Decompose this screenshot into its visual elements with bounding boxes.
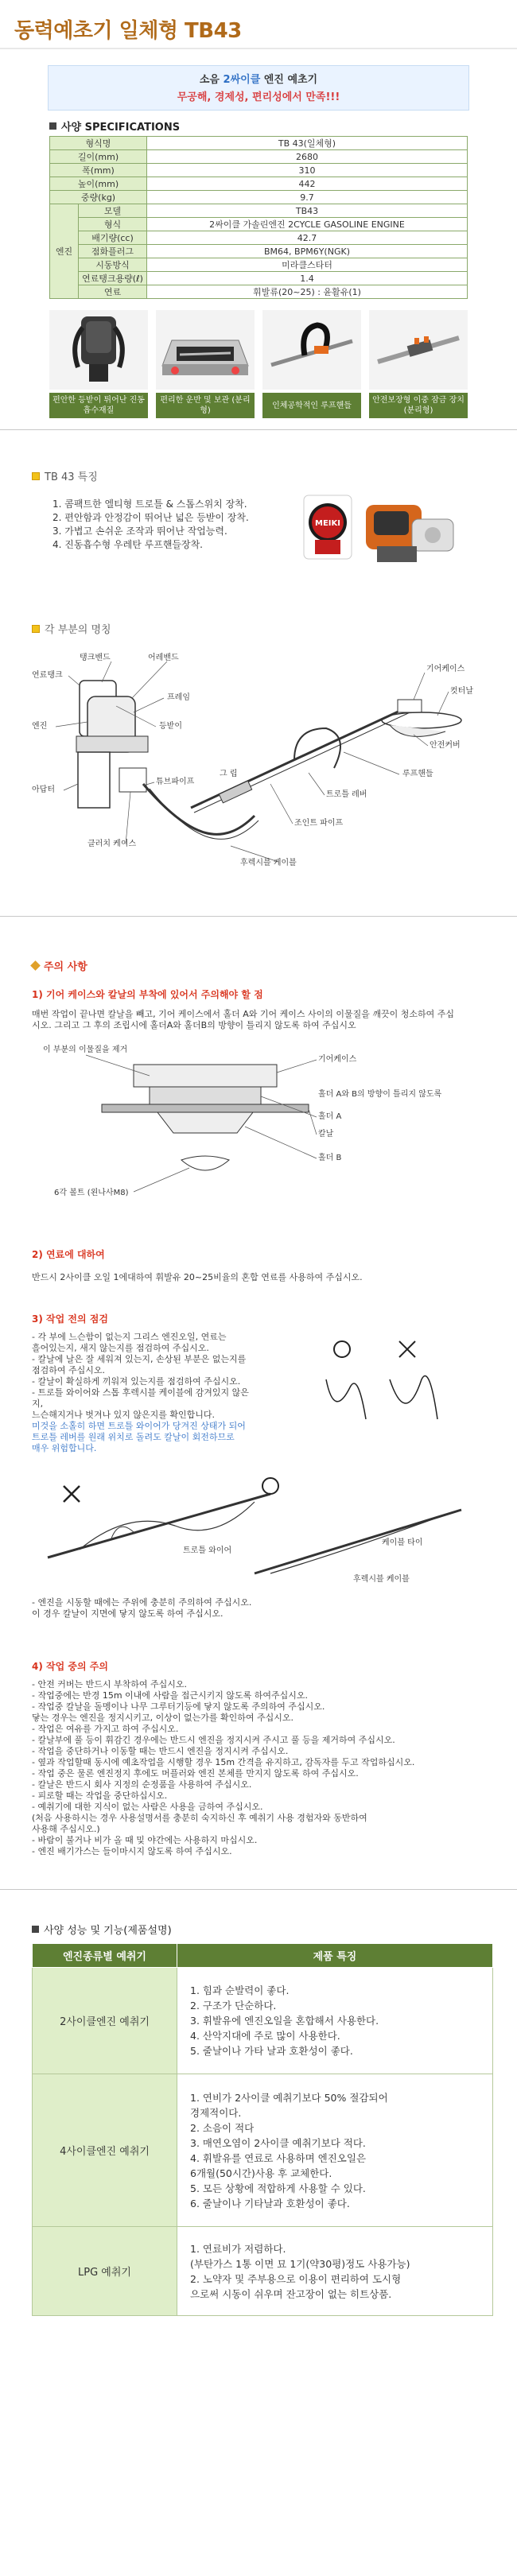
- yellow-square-icon: [32, 472, 40, 480]
- page-title: 동력예초기 일체형 TB43: [14, 19, 242, 43]
- table-row: [33, 2074, 493, 2227]
- label-gear-case: 기어케이스: [426, 665, 465, 673]
- label-flex-cable-2: 후렉시블 케이블: [353, 1575, 410, 1584]
- perf-header-desc: 제품 특징: [177, 1944, 493, 1968]
- table-row: [50, 258, 468, 272]
- promo-line1: [49, 71, 468, 86]
- table-row: [50, 150, 468, 164]
- holder-b-shape: [157, 1112, 253, 1133]
- gear-case-shape: [398, 700, 422, 712]
- label-air-cleaner: 어레밴드: [148, 654, 179, 662]
- gearcase-shape: [134, 1065, 277, 1087]
- s4-line: - 칼날부에 풀 등이 휘감긴 경우에는 반드시 엔진을 정지시켜 주시고 풀 등을 제거하여 주십시오.: [32, 1735, 395, 1745]
- s4-line: (처음 사용하시는 경우 사용설명서를 충분히 숙지하신 후 예취기 사용 경험자와 동반하여: [32, 1813, 367, 1823]
- spec-value: TB 43(일체형): [147, 137, 468, 150]
- caution-s2-title: 2) 연료에 대하여: [32, 1249, 105, 1260]
- caution-heading: [32, 958, 517, 973]
- spec-label: 폭(mm): [50, 164, 147, 177]
- list-item: (부탄가스 1통 이면 묘 1기(약30평)정도 사용가능): [190, 2257, 410, 2270]
- x-wrong-icon: [399, 1341, 415, 1357]
- tb43-product-photo: [301, 487, 476, 575]
- parts-heading: [0, 621, 517, 636]
- spec-heading: [49, 118, 468, 134]
- list-item: 5. 모든 상황에 적합하게 사용할 수 있다.: [190, 2182, 366, 2194]
- list-item: 3. 가볍고 손쉬운 조작과 뛰어난 작업능력.: [52, 526, 227, 537]
- clutch-case-shape: [119, 768, 146, 792]
- list-item: 2. 편안함과 안정감이 뛰어난 넓은 등받이 장착.: [52, 512, 249, 523]
- section-divider: [0, 1889, 517, 1890]
- label-loop-handle: 루프핸들: [402, 770, 433, 778]
- spec-label: 중량(kg): [50, 191, 147, 204]
- table-row: [50, 137, 468, 150]
- list-item: 3. 휘발유에 엔진오일을 혼합해서 사용한다.: [190, 2015, 379, 2027]
- s3-line: - 각 부에 느슨함이 없는지 그리스 엔진오일, 연료는: [32, 1332, 227, 1342]
- table-row: [33, 1968, 493, 2074]
- x-wrong-icon: [64, 1486, 80, 1502]
- list-item: 2. 구조가 단순하다.: [190, 2000, 277, 2012]
- car-trunk-icon: [157, 318, 253, 382]
- square-bullet-icon: [49, 122, 56, 130]
- label-tank-band: 탱크밴드: [80, 654, 111, 662]
- s4-line: - 칼날은 반드시 회사 지정의 순정품을 사용하여 주십시오.: [32, 1779, 252, 1790]
- s3-line: 느슨해지거나 벗겨나 있지 않은지를 확인합니다.: [32, 1410, 216, 1420]
- promo-highlight: 2싸이클: [223, 74, 261, 86]
- tb43-heading-text: TB 43 특징: [45, 471, 98, 483]
- list-item: 4. 진동흡수형 우레탄 루프핸들장착.: [52, 539, 203, 550]
- caution-s1-body: 매번 작업이 끝나면 칼날을 빼고, 기어 케이스에서 홀더 A와 기어 케이스 사이의 이물질을 깨끗이 청소하여 주십시오. 그리고 그 후의 조립시에 홀더A와 홀더B의 방향이 틀리지 않도록 하여 주십시오: [32, 1009, 455, 1030]
- feature-handle: [262, 310, 361, 418]
- spec-value: BM64, BPM6Y(NGK): [147, 245, 468, 258]
- list-item: 6. 줄날이나 기타날과 호환성이 좋다.: [190, 2197, 350, 2209]
- list-item: 4. 산악지대에 주로 많이 사용한다.: [190, 2030, 340, 2042]
- label-blade: 칼날: [318, 1130, 334, 1139]
- label-clean: 이 부분의 이물질을 제거: [43, 1046, 128, 1054]
- spec-label: 점화플러그: [79, 245, 147, 258]
- loop-handle-icon: [268, 314, 356, 386]
- list-item: 2. 노약자 및 주부용으로 이용이 편리하여 도시형: [190, 2272, 402, 2285]
- spec-value: 미라클스타터: [147, 258, 468, 272]
- table-row: [50, 285, 468, 299]
- label-gearcase: 기어케이스: [318, 1055, 357, 1064]
- label-flex-cable: 후렉시블 케이블: [240, 859, 297, 867]
- tb43-section: [0, 430, 517, 621]
- spec-value: 42.7: [147, 231, 468, 245]
- list-item: 경제적이다.: [190, 2106, 242, 2119]
- s4-line: - 안전 커버는 반드시 부착하여 주십시오.: [32, 1679, 187, 1690]
- frame-shape: [78, 752, 110, 808]
- engine-group-label: 엔진: [50, 204, 79, 299]
- diamond-bullet-icon: [30, 960, 41, 971]
- spec-value: 2680: [147, 150, 468, 164]
- feature-caption: 편안한 등받이 튀어난 진동흡수재질: [49, 393, 148, 418]
- perf-kind: 4사이클엔진 예취기: [33, 2074, 177, 2227]
- promo-pre: 소음: [199, 74, 220, 86]
- spec-value: TB43: [147, 204, 468, 218]
- double-lock-icon: [375, 314, 462, 386]
- s3-line: - 칼날에 날은 잘 세워져 있는지, 손상된 부분은 없는지를: [32, 1354, 247, 1364]
- backrest-photo: [49, 310, 148, 390]
- s4-line: - 작업중 칼날을 돌멩이나 나무 그루터기등에 닿지 않도록 주의하여 주십시오.: [32, 1701, 325, 1712]
- perf-heading-text: 사양 성능 및 기능(제품설명): [44, 1925, 172, 1937]
- spec-label: 모델: [79, 204, 147, 218]
- feature-storage: [156, 310, 255, 418]
- s3-block: [32, 1332, 517, 1454]
- yellow-square-icon: [32, 625, 40, 633]
- list-item: 1. 연료비가 저렴하다.: [190, 2242, 286, 2255]
- list-item: 5. 줄날이나 가타 날과 호환성이 좋다.: [190, 2045, 353, 2057]
- spec-label: 형식: [79, 218, 147, 231]
- caution-s2-body: 반드시 2사이클 오일 1에대하여 휘발유 20~25비율의 혼합 연료를 사용하여 주십시오.: [32, 1272, 363, 1282]
- s4-line: - 피로할 때는 작업을 중단하십시오.: [32, 1790, 168, 1801]
- perf-table: [32, 1943, 493, 2316]
- s4-line: 사용해 주십시오.): [32, 1824, 100, 1834]
- perf-desc: [177, 2074, 493, 2227]
- blade-shape: [102, 1104, 309, 1112]
- caution-s4-title: 4) 작업 중의 주의: [32, 1661, 108, 1672]
- spec-label: 높이(mm): [50, 177, 147, 191]
- storage-photo: [156, 310, 255, 390]
- s4-line: 닿는 경우는 엔진을 정지시키고, 이상이 없는가를 확인하여 주십시오.: [32, 1713, 293, 1723]
- s3-line: 지,: [32, 1399, 44, 1409]
- s3-warn: 미것을 소홀히 하면 트로틀 와이어가 당겨진 상태가 되어: [32, 1421, 246, 1431]
- s4-line: - 옆과 작업할때 동시에 예초작업을 시행할 경우 15m 간격을 유지하고, 감독자를 두고 작업하십시오.: [32, 1757, 415, 1767]
- throttle-wire-diagram: [32, 1462, 477, 1589]
- spec-label: 길이(mm): [50, 150, 147, 164]
- label-cable-tie: 케이블 타이: [382, 1538, 423, 1547]
- label-frame: 프레임: [167, 693, 190, 702]
- label-throttle-lever: 트로틀 레버: [326, 790, 367, 799]
- s3-line: - 트로틀 와이어와 스톱 후렉시블 케이블에 감겨있지 않은: [32, 1387, 249, 1398]
- label-throttle-wire: 트로틀 와이어: [183, 1546, 232, 1555]
- perf-desc: [177, 2227, 493, 2316]
- label-backrest: 등받이: [159, 722, 182, 731]
- label-joint-pipe: 조인트 파이프: [294, 819, 344, 828]
- table-row: [33, 2227, 493, 2316]
- s3-warn: 트로틀 레버를 원래 위치로 돌려도 칼날이 회전하므로: [32, 1432, 235, 1442]
- table-row: [50, 272, 468, 285]
- meiki-badge-text: MEIKI: [315, 519, 340, 528]
- spec-value: 310: [147, 164, 468, 177]
- s4-line: - 예취기에 대한 지식이 없는 사람은 사용을 금하여 주십시오.: [32, 1802, 263, 1812]
- perf-kind: 2사이클엔진 예취기: [33, 1968, 177, 2074]
- table-row: [50, 164, 468, 177]
- table-header-row: [33, 1944, 493, 1968]
- feature-backrest: [49, 310, 148, 418]
- label-adapter: 아답터: [32, 786, 55, 794]
- caution-s1-title: 1) 기어 케이스와 칼날의 부착에 있어서 주의해야 할 점: [32, 989, 263, 1000]
- s4-line: - 작업중에는 반경 15m 이내에 사람을 접근시키지 않도록 하여주십시오.: [32, 1690, 309, 1701]
- list-item: 1. 콤팩트한 엘티형 트로틀 & 스톱스위치 장착.: [52, 499, 247, 510]
- promo-line2: 무공해, 경제성, 편리성에서 만족!!!: [177, 91, 340, 103]
- s3-after: 이 경우 칼날이 지면에 닿지 않도록 하여 주십시오.: [32, 1608, 224, 1619]
- spec-table: [49, 136, 468, 299]
- engine-photo-icon: [301, 487, 476, 575]
- label-grip: 그 립: [220, 770, 238, 778]
- label-clutch-case: 클러치 케이스: [87, 840, 137, 848]
- spec-label: 연료: [79, 285, 147, 299]
- fuel-tank-shape: [76, 736, 148, 752]
- circle-ok-icon: [262, 1478, 278, 1494]
- correct-incorrect-cable-icons: [294, 1332, 461, 1435]
- grip-shape: [219, 781, 251, 803]
- s4-line: - 작업 중은 물론 엔진정지 후에도 머플러와 엔진 본체를 만지지 않도록 하여 주십시오.: [32, 1768, 359, 1779]
- s3-after: - 엔진을 시동할 때에는 주위에 충분히 주의하여 주십시오.: [32, 1597, 252, 1608]
- label-holder-note: 홀더 A와 B의 방향이 틀리지 않도록: [318, 1090, 442, 1099]
- s4-line: - 엔진 배기가스는 들이마시지 않도록 하여 주십시오.: [32, 1846, 232, 1856]
- safety-cover-shape: [390, 725, 445, 736]
- perf-heading: [32, 1922, 517, 1937]
- spec-value: 1.4: [147, 272, 468, 285]
- label-holder-a: 홀더 A: [318, 1112, 342, 1121]
- spec-label: 형식명: [50, 137, 147, 150]
- s3-line: 흘어있는지, 새지 않는지를 점검하여 주십시오.: [32, 1343, 209, 1353]
- spec-label: 연료탱크용량(ℓ): [79, 272, 147, 285]
- label-cutter: 컷터날: [450, 687, 473, 696]
- spec-value: 442: [147, 177, 468, 191]
- table-row: [50, 245, 468, 258]
- feature-caption: 안전보장형 이중 잠금 장치 (분리형): [369, 393, 468, 418]
- parts-diagram: [32, 649, 493, 887]
- label-fuel-tank: 연료탱크: [32, 671, 63, 680]
- perf-kind: LPG 예취기: [33, 2227, 177, 2316]
- table-row: [50, 231, 468, 245]
- list-item: 2. 소음이 적다: [190, 2121, 255, 2134]
- spec-value: 2싸이클 가솔린엔진 2CYCLE GASOLINE ENGINE: [147, 218, 468, 231]
- label-engine: 엔진: [32, 722, 48, 731]
- list-item: 1. 연비가 2사이클 예취기보다 50% 절감되어: [190, 2091, 388, 2104]
- table-row: [50, 191, 468, 204]
- spec-heading-text: 사양 SPECIFICATIONS: [61, 122, 181, 134]
- promo-banner: [48, 65, 469, 111]
- table-row: [50, 204, 468, 218]
- list-item: 3. 매연오염이 2사이클 예취기보다 적다.: [190, 2136, 366, 2149]
- spec-value: 휘발류(20~25) : 윤활유(1): [147, 285, 468, 299]
- caution-section: [0, 917, 517, 1857]
- s3-warn: 매우 위험합니다.: [32, 1443, 97, 1453]
- header: [0, 0, 517, 49]
- label-tube-pipe: 튜브파이프: [156, 778, 195, 786]
- spec-label: 배기량(cc): [79, 231, 147, 245]
- s3-text: [32, 1332, 294, 1454]
- s3-line: 점검하여 주십시오.: [32, 1365, 106, 1375]
- list-item: 1. 힘과 순발력이 좋다.: [190, 1984, 290, 1996]
- feature-caption: 인체공학적인 루프핸들: [262, 393, 361, 418]
- label-holder-b: 홀더 B: [318, 1154, 342, 1162]
- list-item: 4. 휘발유를 연료로 사용하며 엔진오일은: [190, 2151, 367, 2164]
- list-item: 6개월(50시간)사용 후 교체한다.: [190, 2167, 332, 2179]
- spec-label: 시동방식: [79, 258, 147, 272]
- holder-a-shape: [150, 1087, 261, 1104]
- promo-post: 엔진 예초기: [263, 74, 318, 86]
- s3-line: - 칼날이 확실하게 끼워져 있는지를 점검하여 주십시오.: [32, 1376, 241, 1387]
- caution-s3-title: 3) 작업 전의 점검: [32, 1313, 108, 1325]
- s4-line: - 바람이 불거나 비가 올 때 및 야간에는 사용하지 마십시오.: [32, 1835, 258, 1845]
- lock-photo: [369, 310, 468, 390]
- perf-header-kind: 엔진종류별 예취기: [33, 1944, 177, 1968]
- feature-lock: [369, 310, 468, 418]
- handle-photo: [262, 310, 361, 390]
- caution-heading-text: 주의 사항: [44, 961, 87, 973]
- s4-line: - 작업을 중단하거나 이동할 때는 반드시 엔진을 정지시켜 주십시오.: [32, 1746, 289, 1756]
- list-item: 으로써 시동이 쉬우며 잔고장이 없는 히트상품.: [190, 2287, 392, 2300]
- blade-assembly-diagram: [38, 1041, 452, 1216]
- feature-photos: [49, 310, 468, 418]
- table-row: [50, 218, 468, 231]
- s4-line: - 작업은 여유를 가지고 하여 주십시오.: [32, 1724, 179, 1734]
- backpack-frame-icon: [59, 312, 138, 388]
- parts-heading-text: 각 부분의 명칭: [45, 624, 111, 636]
- circle-ok-icon: [334, 1341, 350, 1357]
- s4-list: [32, 1679, 517, 1857]
- label-bolt: 6각 볼트 (왼나사M8): [54, 1189, 129, 1197]
- square-bullet-icon: [32, 1926, 39, 1933]
- tb43-heading: [32, 468, 517, 483]
- feature-caption: 편리한 운반 및 보관 (분리형): [156, 393, 255, 418]
- perf-desc: [177, 1968, 493, 2074]
- table-row: [50, 177, 468, 191]
- spec-value: 9.7: [147, 191, 468, 204]
- label-safety-cover: 안전커버: [430, 741, 461, 750]
